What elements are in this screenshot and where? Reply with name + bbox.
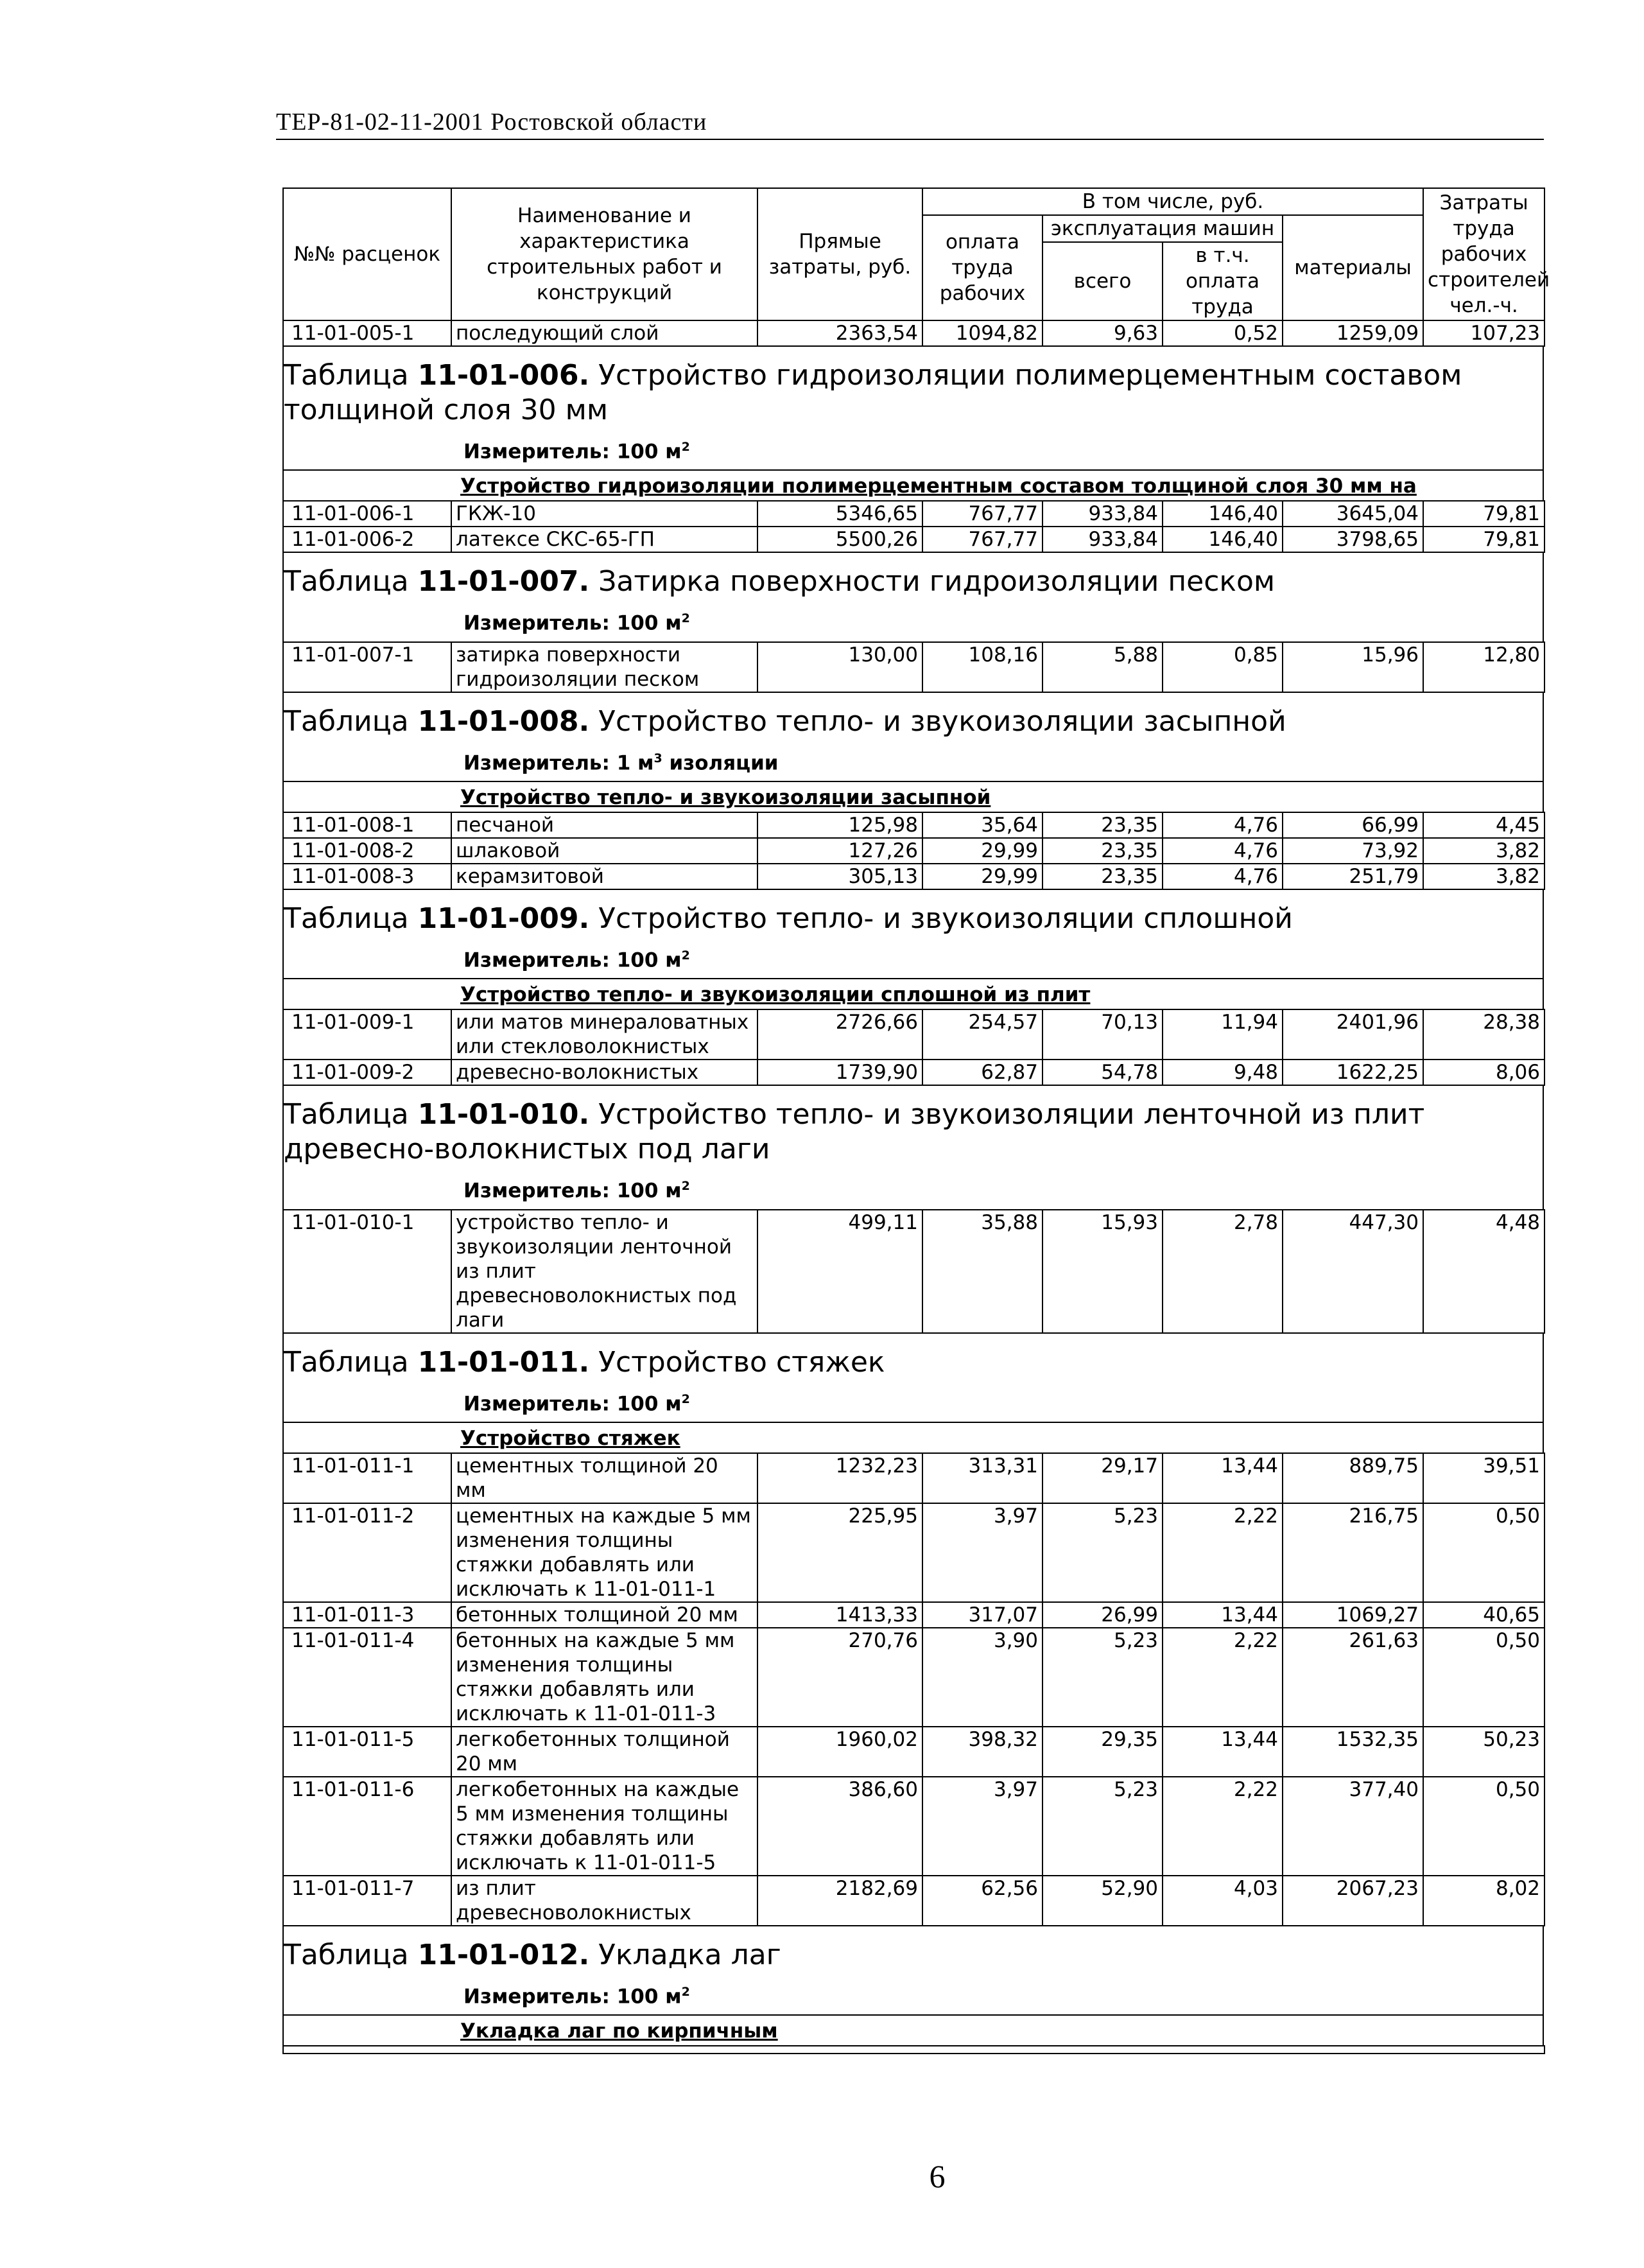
table-section <box>282 890 1544 1086</box>
cell-direct: 130,00 <box>757 642 922 692</box>
cell-name: затирка поверхности гидроизоляции песком <box>451 642 757 692</box>
cell-labor-pay: 767,77 <box>922 501 1043 527</box>
cell-machines-labor: 146,40 <box>1163 527 1283 552</box>
cell-code: 11-01-011-5 <box>283 1727 451 1777</box>
cell-labor-pay: 35,64 <box>922 812 1043 838</box>
header-direct-costs: Прямые затраты, руб. <box>757 188 922 320</box>
table-number: 11-01-011. <box>417 1345 590 1379</box>
table-title: Устройство тепло- и звукоизоляции сплошной <box>598 902 1293 935</box>
cell-materials: 3645,04 <box>1283 501 1423 527</box>
cell-name: бетонных на каждые 5 мм изменения толщины стяжки добавлять или исключать к 11-01-011-3 <box>451 1628 757 1727</box>
cell-machines-total: 52,90 <box>1043 1876 1163 1926</box>
cell-labor-costs: 107,23 <box>1423 320 1544 346</box>
table-end <box>283 2046 1544 2054</box>
cell-labor-pay: 398,32 <box>922 1727 1043 1777</box>
table-section <box>282 347 1544 553</box>
cell-direct: 270,76 <box>757 1628 922 1727</box>
cell-labor-costs: 79,81 <box>1423 527 1544 552</box>
cell-materials: 377,40 <box>1283 1777 1423 1876</box>
cell-labor-costs: 28,38 <box>1423 1009 1544 1060</box>
meter-text: Измеритель: 100 м <box>463 611 682 635</box>
meter-unit-power: 2 <box>681 611 690 626</box>
meter-text: Измеритель: 100 м <box>463 1985 682 2009</box>
cell-machines-labor: 4,76 <box>1163 838 1283 864</box>
table-title: Затирка поверхности гидроизоляции песком <box>598 565 1276 598</box>
cell-labor-pay: 62,87 <box>922 1060 1043 1085</box>
table-number: 11-01-007. <box>417 565 590 598</box>
cell-materials: 216,75 <box>1283 1503 1423 1602</box>
table-row <box>283 864 1544 889</box>
table-row <box>283 812 1544 838</box>
cell-labor-costs: 40,65 <box>1423 1602 1544 1628</box>
cell-machines-labor: 2,22 <box>1163 1503 1283 1602</box>
cell-code: 11-01-011-3 <box>283 1602 451 1628</box>
cell-name: последующий слой <box>451 320 757 346</box>
table-subheading: Укладка лаг по кирпичным <box>282 2014 1544 2045</box>
rates-table <box>282 1452 1545 1926</box>
table-caption <box>282 1334 1544 1385</box>
table-title: Укладка лаг <box>598 1938 781 1971</box>
table-caption-prefix: Таблица <box>284 1098 409 1131</box>
rates-header-table <box>282 188 1550 347</box>
cell-machines-labor: 13,44 <box>1163 1727 1283 1777</box>
cell-materials: 261,63 <box>1283 1628 1423 1727</box>
cell-name: легкобетонных толщиной 20 мм <box>451 1727 757 1777</box>
cell-materials: 889,75 <box>1283 1453 1423 1503</box>
cell-labor-costs: 3,82 <box>1423 864 1544 889</box>
cell-materials: 1532,35 <box>1283 1727 1423 1777</box>
meter-label <box>282 744 1544 781</box>
cell-code: 11-01-011-7 <box>283 1876 451 1926</box>
cell-machines-total: 5,23 <box>1043 1777 1163 1876</box>
table-subheading: Устройство гидроизоляции полимерцементным составом толщиной слоя 30 мм на <box>282 469 1544 500</box>
cell-name: керамзитовой <box>451 864 757 889</box>
rate-tables <box>282 347 1544 2054</box>
cell-code: 11-01-011-1 <box>283 1453 451 1503</box>
cell-code: 11-01-011-4 <box>283 1628 451 1727</box>
cell-machines-labor: 2,22 <box>1163 1628 1283 1727</box>
table-title: Устройство гидроизоляции полимерцементным составом толщиной слоя 30 мм <box>284 359 1462 426</box>
meter-label <box>282 941 1544 978</box>
table-caption-prefix: Таблица <box>284 1938 409 1971</box>
cell-materials: 447,30 <box>1283 1210 1423 1333</box>
cell-materials: 15,96 <box>1283 642 1423 692</box>
table-caption <box>282 1926 1544 1978</box>
table-section <box>282 1086 1544 1333</box>
header-name: Наименование и характеристика строительных работ и конструкций <box>451 188 757 320</box>
meter-text: Измеритель: 100 м <box>463 948 682 972</box>
cell-machines-total: 26,99 <box>1043 1602 1163 1628</box>
meter-label <box>282 1385 1544 1422</box>
cell-machines-labor: 2,78 <box>1163 1210 1283 1333</box>
cell-labor-costs: 50,23 <box>1423 1727 1544 1777</box>
table-row <box>283 1727 1544 1777</box>
cell-direct: 5500,26 <box>757 527 922 552</box>
first-rows <box>283 320 1544 346</box>
table-title: Устройство стяжек <box>598 1345 885 1379</box>
rates-document <box>282 188 1550 2054</box>
cell-direct: 2182,69 <box>757 1876 922 1926</box>
table-row <box>283 1602 1544 1628</box>
cell-code: 11-01-008-1 <box>283 812 451 838</box>
table-caption <box>282 1086 1544 1172</box>
cell-labor-pay: 3,97 <box>922 1777 1043 1876</box>
cell-name: цементных толщиной 20 мм <box>451 1453 757 1503</box>
meter-unit-power: 2 <box>681 440 690 454</box>
cell-machines-total: 5,23 <box>1043 1503 1163 1602</box>
meter-label <box>282 604 1544 641</box>
cell-direct: 386,60 <box>757 1777 922 1876</box>
table-caption <box>282 553 1544 604</box>
table-number: 11-01-012. <box>417 1938 590 1971</box>
meter-text: Измеритель: 1 м <box>463 751 654 774</box>
cell-labor-costs: 79,81 <box>1423 501 1544 527</box>
rates-table <box>282 1209 1545 1334</box>
cell-name: древесно-волокнистых <box>451 1060 757 1085</box>
cell-materials: 66,99 <box>1283 812 1423 838</box>
table-section <box>282 1926 1544 2054</box>
cell-labor-pay: 3,90 <box>922 1628 1043 1727</box>
cell-direct: 499,11 <box>757 1210 922 1333</box>
cell-direct: 2726,66 <box>757 1009 922 1060</box>
cell-labor-costs: 4,48 <box>1423 1210 1544 1333</box>
cell-machines-total: 5,88 <box>1043 642 1163 692</box>
cell-code: 11-01-009-1 <box>283 1009 451 1060</box>
cell-labor-costs: 12,80 <box>1423 642 1544 692</box>
cell-labor-pay: 3,97 <box>922 1503 1043 1602</box>
table-row <box>283 1009 1544 1060</box>
cell-materials: 1259,09 <box>1283 320 1423 346</box>
meter-label <box>282 1172 1544 1208</box>
cell-machines-total: 9,63 <box>1043 320 1163 346</box>
cell-materials: 1069,27 <box>1283 1602 1423 1628</box>
cell-name: цементных на каждые 5 мм изменения толщины стяжки добавлять или исключать к 11-01-011-1 <box>451 1503 757 1602</box>
meter-suffix: изоляции <box>662 751 779 774</box>
cell-name: шлаковой <box>451 838 757 864</box>
cell-materials: 251,79 <box>1283 864 1423 889</box>
cell-direct: 5346,65 <box>757 501 922 527</box>
cell-code: 11-01-005-1 <box>283 320 451 346</box>
cell-machines-total: 5,23 <box>1043 1628 1163 1727</box>
table-caption-prefix: Таблица <box>284 902 409 935</box>
cell-code: 11-01-007-1 <box>283 642 451 692</box>
table-title: Устройство тепло- и звукоизоляции засыпной <box>598 704 1286 738</box>
cell-labor-pay: 29,99 <box>922 864 1043 889</box>
cell-labor-costs: 0,50 <box>1423 1503 1544 1602</box>
cell-labor-pay: 35,88 <box>922 1210 1043 1333</box>
cell-code: 11-01-011-6 <box>283 1777 451 1876</box>
table-caption-prefix: Таблица <box>284 359 409 392</box>
cell-name: ГКЖ-10 <box>451 501 757 527</box>
table-number: 11-01-010. <box>417 1098 590 1131</box>
cell-machines-total: 23,35 <box>1043 838 1163 864</box>
cell-materials: 2401,96 <box>1283 1009 1423 1060</box>
rates-body <box>283 2046 1544 2054</box>
cell-machines-labor: 13,44 <box>1163 1453 1283 1503</box>
cell-machines-total: 933,84 <box>1043 501 1163 527</box>
cell-labor-costs: 0,50 <box>1423 1628 1544 1727</box>
cell-name: песчаной <box>451 812 757 838</box>
header-materials: материалы <box>1283 215 1423 320</box>
table-row <box>283 1503 1544 1602</box>
table-subheading: Устройство стяжек <box>282 1422 1544 1452</box>
header-machines: эксплуатация машин <box>1043 215 1283 242</box>
cell-labor-costs: 39,51 <box>1423 1453 1544 1503</box>
meter-text: Измеритель: 100 м <box>463 1391 682 1415</box>
cell-direct: 1232,23 <box>757 1453 922 1503</box>
cell-machines-labor: 4,76 <box>1163 864 1283 889</box>
cell-name: из плит древесноволокнистых <box>451 1876 757 1926</box>
cell-machines-labor: 11,94 <box>1163 1009 1283 1060</box>
table-subheading: Устройство тепло- и звукоизоляции засыпной <box>282 781 1544 812</box>
cell-code: 11-01-006-2 <box>283 527 451 552</box>
header-machines-total: всего <box>1043 242 1163 320</box>
table-row <box>283 1210 1544 1333</box>
rates-body <box>283 1009 1544 1085</box>
table-row <box>283 1453 1544 1503</box>
cell-machines-labor: 0,85 <box>1163 642 1283 692</box>
rates-table <box>282 812 1545 890</box>
meter-unit-power: 2 <box>681 1179 690 1194</box>
table-caption-prefix: Таблица <box>284 565 409 598</box>
cell-direct: 2363,54 <box>757 320 922 346</box>
cell-labor-pay: 62,56 <box>922 1876 1043 1926</box>
cell-name: устройство тепло- и звукоизоляции ленточной из плит древесноволокнистых под лаги <box>451 1210 757 1333</box>
table-section <box>282 1334 1544 1926</box>
header-labor-pay: оплата труда рабочих <box>922 215 1043 320</box>
table-caption-prefix: Таблица <box>284 1345 409 1379</box>
cell-machines-total: 29,35 <box>1043 1727 1163 1777</box>
page-number: 6 <box>929 2158 946 2194</box>
cell-code: 11-01-011-2 <box>283 1503 451 1602</box>
table-row <box>283 642 1544 692</box>
cell-machines-total: 70,13 <box>1043 1009 1163 1060</box>
cell-direct: 1413,33 <box>757 1602 922 1628</box>
meter-text: Измеритель: 100 м <box>463 1179 682 1203</box>
cell-labor-pay: 254,57 <box>922 1009 1043 1060</box>
cell-materials: 1622,25 <box>1283 1060 1423 1085</box>
header-machines-labor: в т.ч. оплата труда <box>1163 242 1283 320</box>
table-caption <box>282 347 1544 433</box>
cell-labor-pay: 108,16 <box>922 642 1043 692</box>
cell-machines-total: 54,78 <box>1043 1060 1163 1085</box>
rates-table <box>282 641 1545 693</box>
cell-labor-costs: 4,45 <box>1423 812 1544 838</box>
table-subheading: Устройство тепло- и звукоизоляции сплошной из плит <box>282 978 1544 1009</box>
cell-machines-labor: 9,48 <box>1163 1060 1283 1085</box>
table-title: Устройство тепло- и звукоизоляции ленточной из плит древесно-волокнистых под лаги <box>284 1098 1425 1166</box>
cell-code: 11-01-008-2 <box>283 838 451 864</box>
cell-materials: 3798,65 <box>1283 527 1423 552</box>
meter-unit-power: 2 <box>681 1984 690 1999</box>
table-number: 11-01-008. <box>417 704 590 738</box>
meter-label <box>282 1978 1544 2014</box>
cell-direct: 225,95 <box>757 1503 922 1602</box>
cell-machines-total: 29,17 <box>1043 1453 1163 1503</box>
cell-direct: 125,98 <box>757 812 922 838</box>
cell-machines-total: 23,35 <box>1043 864 1163 889</box>
cell-machines-total: 933,84 <box>1043 527 1163 552</box>
rates-body <box>283 812 1544 889</box>
cell-machines-labor: 2,22 <box>1163 1777 1283 1876</box>
rates-body <box>283 642 1544 692</box>
table-number: 11-01-009. <box>417 902 590 935</box>
document-header: ТЕР-81-02-11-2001 Ростовской области <box>276 108 1544 140</box>
cell-direct: 127,26 <box>757 838 922 864</box>
meter-text: Измеритель: 100 м <box>463 440 682 464</box>
cell-machines-labor: 4,03 <box>1163 1876 1283 1926</box>
rates-body <box>283 1210 1544 1333</box>
meter-unit-power: 2 <box>681 948 690 963</box>
table-row <box>283 501 1544 527</box>
table-row <box>283 320 1544 346</box>
table-caption <box>282 693 1544 744</box>
column-header <box>283 188 1550 320</box>
cell-materials: 2067,23 <box>1283 1876 1423 1926</box>
cell-direct: 1739,90 <box>757 1060 922 1085</box>
rates-body <box>283 1453 1544 1926</box>
meter-unit-power: 3 <box>653 751 662 765</box>
table-row <box>283 1060 1544 1085</box>
cell-machines-labor: 13,44 <box>1163 1602 1283 1628</box>
rates-table <box>282 2045 1545 2054</box>
cell-code: 11-01-006-1 <box>283 501 451 527</box>
cell-labor-pay: 767,77 <box>922 527 1043 552</box>
cell-machines-labor: 146,40 <box>1163 501 1283 527</box>
cell-name: легкобетонных на каждые 5 мм изменения толщины стяжки добавлять или исключать к 11-01-011-5 <box>451 1777 757 1876</box>
cell-name: бетонных толщиной 20 мм <box>451 1602 757 1628</box>
table-row <box>283 1628 1544 1727</box>
cell-machines-labor: 4,76 <box>1163 812 1283 838</box>
cell-code: 11-01-010-1 <box>283 1210 451 1333</box>
table-row <box>283 527 1544 552</box>
cell-direct: 1960,02 <box>757 1727 922 1777</box>
cell-labor-pay: 29,99 <box>922 838 1043 864</box>
cell-materials: 73,92 <box>1283 838 1423 864</box>
table-row <box>283 838 1544 864</box>
cell-labor-costs: 8,06 <box>1423 1060 1544 1085</box>
cell-machines-total: 15,93 <box>1043 1210 1163 1333</box>
cell-labor-pay: 313,31 <box>922 1453 1043 1503</box>
table-end-cell <box>283 2046 1544 2054</box>
meter-label <box>282 433 1544 469</box>
cell-machines-labor: 0,52 <box>1163 320 1283 346</box>
header-including: В том числе, руб. <box>922 188 1423 215</box>
cell-code: 11-01-009-2 <box>283 1060 451 1085</box>
cell-direct: 305,13 <box>757 864 922 889</box>
cell-labor-costs: 8,02 <box>1423 1876 1544 1926</box>
table-caption-prefix: Таблица <box>284 704 409 738</box>
table-number: 11-01-006. <box>417 359 590 392</box>
cell-code: 11-01-008-3 <box>283 864 451 889</box>
meter-unit-power: 2 <box>681 1391 690 1406</box>
cell-labor-pay: 317,07 <box>922 1602 1043 1628</box>
table-row <box>283 1777 1544 1876</box>
header-labor-costs: Затраты труда рабочих строителей чел.-ч. <box>1423 188 1544 320</box>
rates-body <box>283 501 1544 552</box>
header-code: №№ расценок <box>283 188 451 320</box>
table-section <box>282 693 1544 890</box>
cell-labor-costs: 0,50 <box>1423 1777 1544 1876</box>
cell-labor-pay: 1094,82 <box>922 320 1043 346</box>
table-section <box>282 553 1544 692</box>
cell-labor-costs: 3,82 <box>1423 838 1544 864</box>
table-caption <box>282 890 1544 941</box>
cell-machines-total: 23,35 <box>1043 812 1163 838</box>
table-row <box>283 1876 1544 1926</box>
rates-table <box>282 500 1545 553</box>
cell-name: или матов минераловатных или стекловолокнистых <box>451 1009 757 1060</box>
cell-name: латексе СКС-65-ГП <box>451 527 757 552</box>
rates-table <box>282 1009 1545 1086</box>
